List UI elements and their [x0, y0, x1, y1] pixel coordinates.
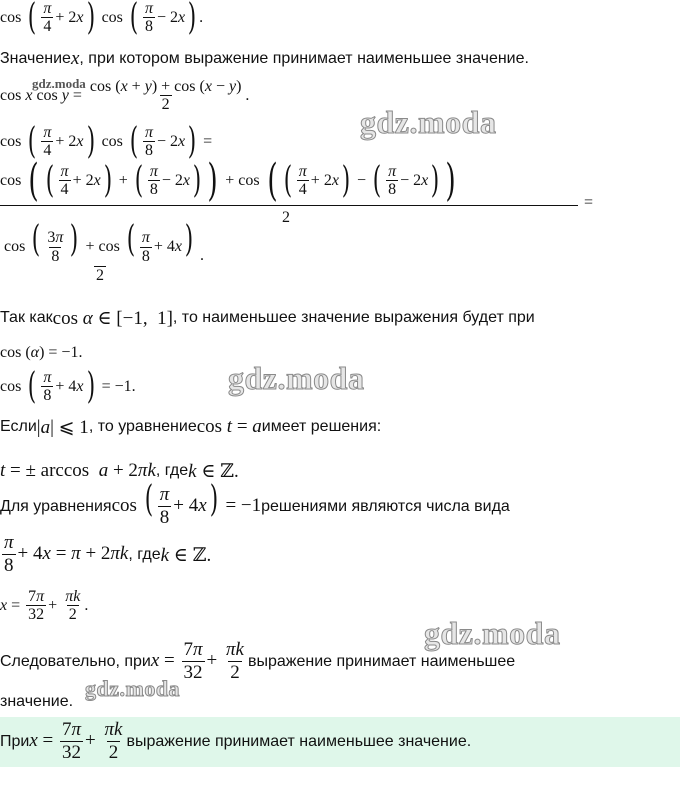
formula-step2-numerator: cos ( ( $\frac{\pi}{4}$ + 2 x ) + ( $\frac{\pi}{8}$ − 2 x ) ) + cos ( ( $\frac{\pi}{4}$ + 2 x ) − ( $\frac{\pi}{8}$ − 2 x ) )	[0, 155, 457, 207]
formula-step3: cos ( $\frac{3\pi}{8}$ ) + cos ( $\frac{\pi}{8}$ + 4x) 2 .	[4, 219, 205, 285]
if-text: Если |a| ⩽ 1 , то уравнение cos t = a имеет решения:	[0, 416, 382, 438]
formula-identity: cos x cos y = $\frac{\cos (x + y) + \cos (x - y)}{2}$ .	[0, 77, 250, 114]
watermark: gdz.moda	[228, 360, 365, 396]
watermark: gdz.moda	[424, 615, 561, 651]
task-text: Значение x , при котором выражение принимает наименьшее значение.	[0, 48, 529, 69]
since-text: Так как cos α ∈ [−1, 1] , то наименьшее значение выражения будет при	[0, 307, 535, 329]
for-equation-text: Для уравнения cos ( $\frac{\pi}{8}$ + 4x) = −1 решениями являются числа вида	[0, 479, 510, 529]
formula-solution-form: $\frac{\pi}{8}$ + 4x = π + 2πk , где k ∈ ℤ.	[4, 532, 212, 577]
therefore-text-cont: значение.	[0, 693, 74, 710]
watermark: gdz.moda	[360, 104, 497, 140]
fraction-bar	[0, 205, 578, 206]
watermark: gdz.moda	[85, 676, 181, 701]
formula-general: t = ± arccos a + 2πk , где k ∈ ℤ.	[0, 460, 239, 482]
formula-product: cos ( $\frac{\pi}{4}$ + 2 x ) cos ( $\frac{\pi}{8}$ − 2 x ) .	[0, 0, 204, 38]
formula-cos-eq: cos ( $\frac{\pi}{8}$ + 4 x ) = −1.	[0, 365, 136, 407]
equals-sign: =	[584, 194, 594, 211]
formula-step2-denominator: 2	[282, 209, 290, 226]
formula-cos-alpha: cos ( α ) = −1.	[0, 344, 83, 361]
formula-step1: cos ( $\frac{\pi}{4}$ + 2 x ) cos ( $\frac{\pi}{8}$ − 2 x ) =	[0, 120, 213, 162]
answer-text: При x = $\frac{7\pi}{32}$ + $\frac{\pi k}{2}$ выражение принимает наименьшее значение.	[0, 719, 472, 764]
therefore-text: Следовательно, при x = $\frac{7\pi}{32}$ + $\frac{\pi k}{2}$ выражение принимает наименьшее	[0, 639, 516, 684]
formula-x: x = $\frac{7\pi}{32}$ + $\frac{\pi k}{2}$ .	[0, 587, 89, 624]
watermark-small: gdz.moda	[32, 76, 86, 91]
